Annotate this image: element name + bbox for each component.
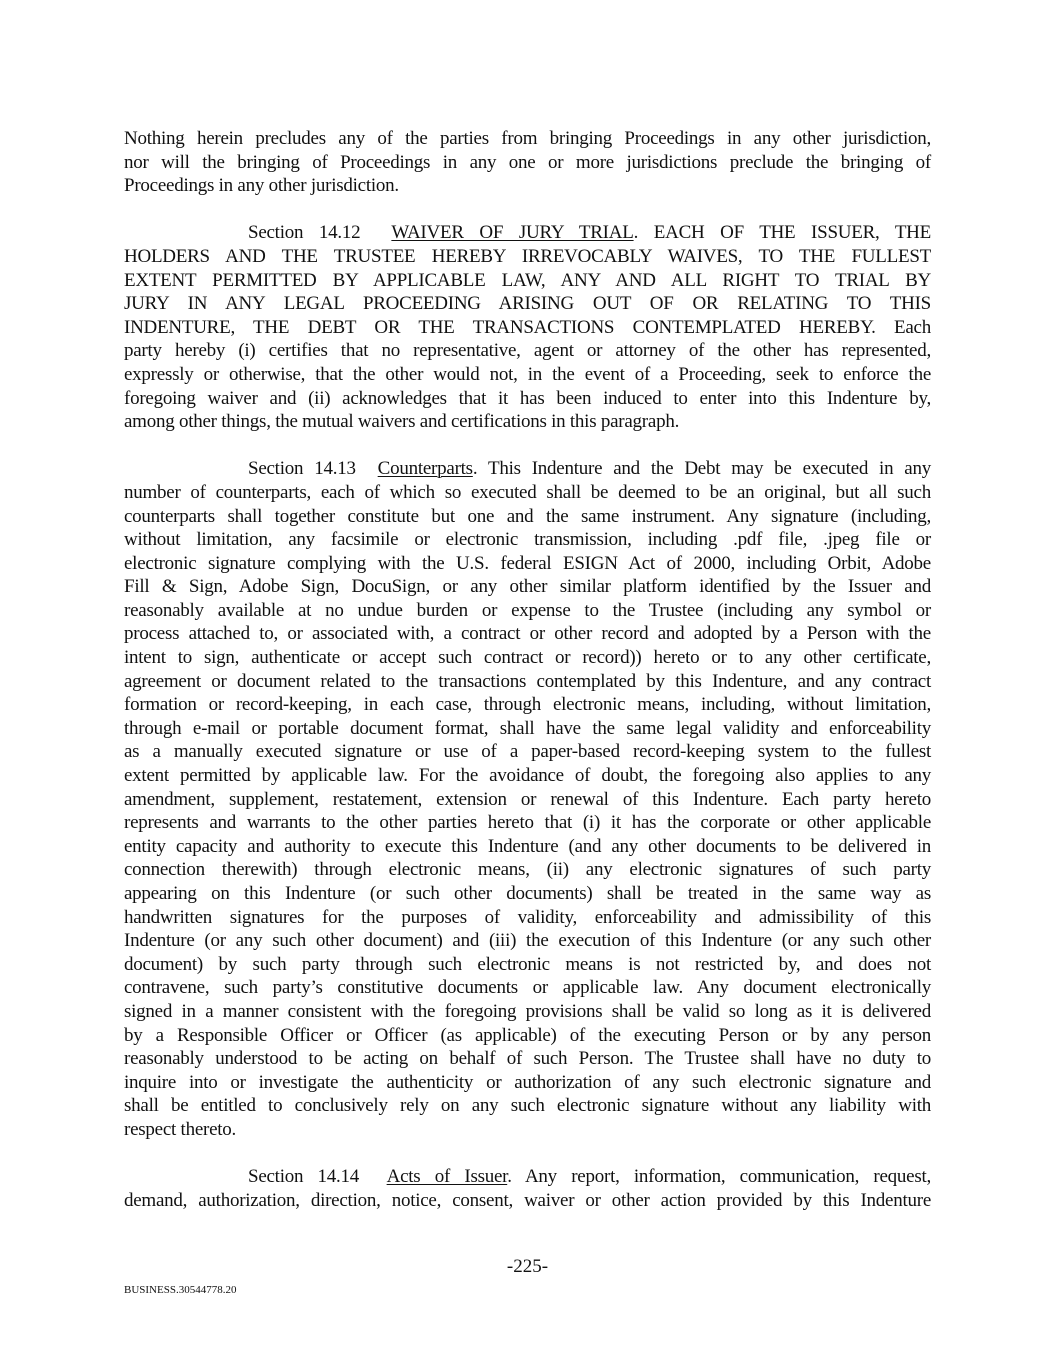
section-text: . EACH OF THE ISSUER, THE: [633, 222, 931, 244]
text-line: Proceedings in any other jurisdiction.: [124, 175, 399, 197]
section-heading-line: [124, 221, 931, 245]
text-line: entity capacity and authority to execute this Indenture (and any other documents to be delivered in: [124, 835, 931, 857]
document-body: [124, 127, 931, 1236]
text-line: by a Responsible Officer or Officer (as applicable) of the executing Person or by any person: [124, 1024, 931, 1046]
section-paragraph: [124, 457, 931, 1141]
document-id-footer: BUSINESS.30544778.20: [124, 1284, 237, 1296]
section-paragraph: [124, 221, 931, 433]
section-text: . Any report, information, communication, request,: [507, 1166, 932, 1188]
section-title: Counterparts: [377, 458, 473, 480]
text-line: nor will the bringing of Proceedings in any one or more jurisdictions preclude the bringing of: [124, 151, 931, 173]
page-number: -225-: [506, 1256, 549, 1277]
text-line: Fill & Sign, Adobe Sign, DocuSign, or any other similar platform identified by the Issuer and: [124, 576, 931, 598]
text-line: process attached to, or associated with, a contract or other record and adopted by a Person with the: [124, 623, 931, 645]
text-line: JURY IN ANY LEGAL PROCEEDING ARISING OUT OF OR RELATING TO THIS: [124, 293, 931, 315]
text-line: contravene, such party’s constitutive documents or applicable law. Any document electronically: [124, 977, 931, 999]
section-title: WAIVER OF JURY TRIAL: [391, 222, 634, 244]
section-title: Acts of Issuer: [386, 1166, 508, 1188]
section-number: Section 14.14: [248, 1166, 360, 1188]
text-line: handwritten signatures for the purposes of validity, enforceability and admissibility of this: [124, 906, 931, 928]
text-line: intent to sign, authenticate or accept such contract or record)) hereto or to any other certificate,: [124, 647, 931, 669]
text-line: HOLDERS AND THE TRUSTEE HEREBY IRREVOCABLY WAIVES, TO THE FULLEST: [124, 245, 931, 267]
text-line: inquire into or investigate the authenticity or authorization of any such electronic signature and: [124, 1071, 931, 1093]
paragraph: [124, 127, 931, 198]
text-line: signed in a manner consistent with the foregoing provisions shall be valid so long as it is delivered: [124, 1000, 931, 1022]
text-line: foregoing waiver and (ii) acknowledges that it has been induced to enter into this Indenture by,: [124, 387, 931, 409]
text-line: expressly or otherwise, that the other would not, in the event of a Proceeding, seek to enforce the: [124, 363, 931, 385]
text-line: party hereby (i) certifies that no representative, agent or attorney of the other has represented,: [124, 340, 931, 362]
text-line: represents and warrants to the other parties hereto that (i) it has the corporate or other applicable: [124, 812, 931, 834]
text-line: extent permitted by applicable law. For the avoidance of doubt, the foregoing also applies to any: [124, 765, 931, 787]
section-number: Section 14.13: [248, 458, 356, 480]
text-line: respect thereto.: [124, 1118, 237, 1140]
section-heading-line: [124, 1165, 931, 1189]
text-line: as a manually executed signature or use of a paper-based record-keeping system to the fullest: [124, 741, 931, 763]
text-line: among other things, the mutual waivers and certifications in this paragraph.: [124, 411, 680, 433]
text-line: appearing on this Indenture (or such other documents) shall be treated in the same way as: [124, 883, 931, 904]
section-number: Section 14.12: [248, 222, 361, 244]
text-line: electronic signature complying with the U.S. federal ESIGN Act of 2000, including Orbit, Adobe: [124, 552, 931, 574]
section-paragraph: [124, 1165, 931, 1212]
text-line: document) by such party through such electronic means is not restricted by, and does not: [124, 953, 931, 975]
text-line: number of counterparts, each of which so executed shall be deemed to be an original, but all such: [124, 481, 931, 503]
text-line: Nothing herein precludes any of the parties from bringing Proceedings in any other jurisdiction,: [124, 128, 931, 149]
text-line: demand, authorization, direction, notice, consent, waiver or other action provided by this Indenture: [124, 1189, 931, 1211]
text-line: counterparts shall together constitute but one and the same instrument. Any signature (including,: [124, 505, 931, 527]
text-line: reasonably understood to be acting on behalf of such Person. The Trustee shall have no duty to: [124, 1048, 931, 1070]
text-line: agreement or document related to the transactions contemplated by this Indenture, and any contract: [124, 670, 931, 692]
text-line: amendment, supplement, restatement, extension or renewal of this Indenture. Each party hereto: [124, 788, 931, 810]
text-line: EXTENT PERMITTED BY APPLICABLE LAW, ANY AND ALL RIGHT TO TRIAL BY: [124, 269, 931, 291]
text-line: Indenture (or any such other document) and (iii) the execution of this Indenture (or any such other: [124, 930, 931, 952]
text-line: formation or record-keeping, in each case, through electronic means, including, without limitation,: [124, 694, 931, 716]
section-text: . This Indenture and the Debt may be executed in any: [472, 458, 931, 480]
text-line: without limitation, any facsimile or electronic transmission, including .pdf file, .jpeg file or: [124, 529, 931, 551]
text-line: through e-mail or portable document format, shall have the same legal validity and enforceability: [124, 717, 931, 739]
text-line: INDENTURE, THE DEBT OR THE TRANSACTIONS CONTEMPLATED HEREBY. Each: [124, 316, 931, 338]
section-heading-line: [124, 457, 931, 481]
text-line: connection therewith) through electronic means, (ii) any electronic signatures of such party: [124, 859, 931, 881]
text-line: reasonably available at no undue burden or expense to the Trustee (including any symbol or: [124, 599, 931, 621]
text-line: shall be entitled to conclusively rely on any such electronic signature without any liability with: [124, 1095, 931, 1117]
